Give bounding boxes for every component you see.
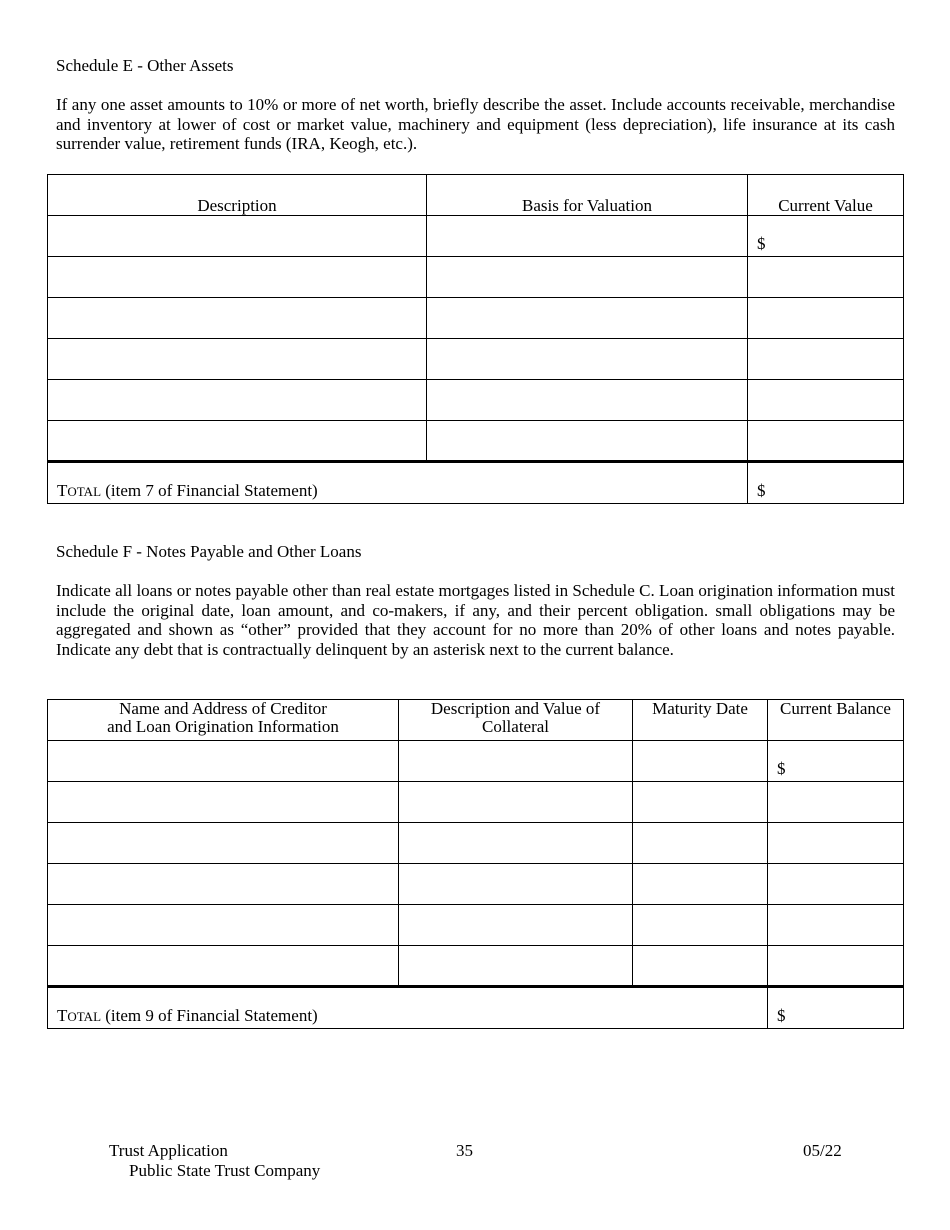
collateral-cell[interactable] [399, 864, 633, 905]
total-label-cell [48, 987, 768, 1029]
col-header-description: Description [48, 175, 427, 216]
balance-cell[interactable] [768, 864, 904, 905]
col-header-current-value: Current Value [748, 175, 904, 216]
creditor-cell[interactable] [48, 864, 399, 905]
balance-cell[interactable] [768, 782, 904, 823]
table-header-row [48, 700, 904, 741]
description-cell[interactable] [48, 298, 427, 339]
total-row [48, 987, 904, 1029]
table-row [48, 946, 904, 987]
balance-cell[interactable] [768, 946, 904, 987]
table-row [48, 741, 904, 782]
total-value-cell[interactable] [768, 987, 904, 1029]
maturity-cell[interactable] [633, 741, 768, 782]
currency-symbol: $ [757, 481, 766, 500]
description-cell[interactable] [48, 421, 427, 462]
col-header-maturity: Maturity Date [633, 700, 768, 741]
basis-cell[interactable] [427, 298, 748, 339]
table-row [48, 823, 904, 864]
table-row [48, 257, 904, 298]
balance-cell[interactable] [768, 905, 904, 946]
table-header-row [48, 175, 904, 216]
current-value-cell[interactable] [748, 339, 904, 380]
table-row [48, 298, 904, 339]
current-value-cell[interactable] [748, 421, 904, 462]
collateral-cell[interactable] [399, 823, 633, 864]
revision-date: 05/22 [803, 1141, 842, 1160]
maturity-cell[interactable] [633, 905, 768, 946]
basis-cell[interactable] [427, 421, 748, 462]
footer-company: Public State Trust Company [129, 1161, 321, 1180]
total-row [48, 462, 904, 504]
basis-cell[interactable] [427, 216, 748, 257]
table-row [48, 864, 904, 905]
col-header-balance: Current Balance [768, 700, 904, 741]
collateral-cell[interactable] [399, 741, 633, 782]
description-cell[interactable] [48, 257, 427, 298]
schedule-f-table [47, 699, 904, 1029]
basis-cell[interactable] [427, 380, 748, 421]
page-number: 35 [456, 1141, 473, 1160]
creditor-cell[interactable] [48, 823, 399, 864]
collateral-cell[interactable] [399, 946, 633, 987]
collateral-cell[interactable] [399, 782, 633, 823]
creditor-cell[interactable] [48, 905, 399, 946]
maturity-cell[interactable] [633, 864, 768, 905]
schedule-f-instructions: Indicate all loans or notes payable other than real estate mortgages listed in Schedule C. Loan origination information must include the original date, loan amount, and co-makers, if any, and their percent obligation. small obligations may be aggregated and shown as “other” provided that they account for no more than 20% of other loans and notes payable. Indicate any debt that is contractually delinquent by an asterisk next to the current balance. [56, 581, 895, 659]
balance-cell[interactable] [768, 741, 904, 782]
table-row [48, 216, 904, 257]
col-header-creditor: Name and Address of Creditor and Loan Origination Information [48, 700, 399, 741]
table-row [48, 421, 904, 462]
col-header-collateral: Description and Value of Collateral [399, 700, 633, 741]
schedule-e-title: Schedule E - Other Assets [56, 56, 234, 75]
current-value-cell[interactable] [748, 380, 904, 421]
creditor-cell[interactable] [48, 782, 399, 823]
maturity-cell[interactable] [633, 782, 768, 823]
current-value-cell[interactable] [748, 298, 904, 339]
total-label: TOTAL (item 7 of Financial Statement) [57, 481, 318, 500]
balance-cell[interactable] [768, 823, 904, 864]
collateral-cell[interactable] [399, 905, 633, 946]
basis-cell[interactable] [427, 339, 748, 380]
creditor-cell[interactable] [48, 946, 399, 987]
col-header-basis: Basis for Valuation [427, 175, 748, 216]
table-row [48, 782, 904, 823]
total-label: TOTAL (item 9 of Financial Statement) [57, 1006, 318, 1025]
current-value-cell[interactable] [748, 257, 904, 298]
total-label-cell [48, 462, 748, 504]
currency-symbol: $ [757, 234, 766, 253]
creditor-cell[interactable] [48, 741, 399, 782]
total-value-cell[interactable] [748, 462, 904, 504]
schedule-e-instructions: If any one asset amounts to 10% or more of net worth, briefly describe the asset. Include accounts receivable, merchandise and inventory at lower of cost or market value, machinery and equipment (less depreciation), life insurance at its cash surrender value, retirement funds (IRA, Keogh, etc.). [56, 95, 895, 153]
basis-cell[interactable] [427, 257, 748, 298]
currency-symbol: $ [777, 759, 786, 778]
schedule-f-title: Schedule F - Notes Payable and Other Loans [56, 542, 362, 561]
description-cell[interactable] [48, 339, 427, 380]
current-value-cell[interactable] [748, 216, 904, 257]
schedule-e-table [47, 174, 904, 504]
currency-symbol: $ [777, 1006, 786, 1025]
maturity-cell[interactable] [633, 946, 768, 987]
maturity-cell[interactable] [633, 823, 768, 864]
description-cell[interactable] [48, 216, 427, 257]
description-cell[interactable] [48, 380, 427, 421]
table-row [48, 380, 904, 421]
table-row [48, 905, 904, 946]
table-row [48, 339, 904, 380]
footer-doc-name: Trust Application [109, 1141, 228, 1160]
